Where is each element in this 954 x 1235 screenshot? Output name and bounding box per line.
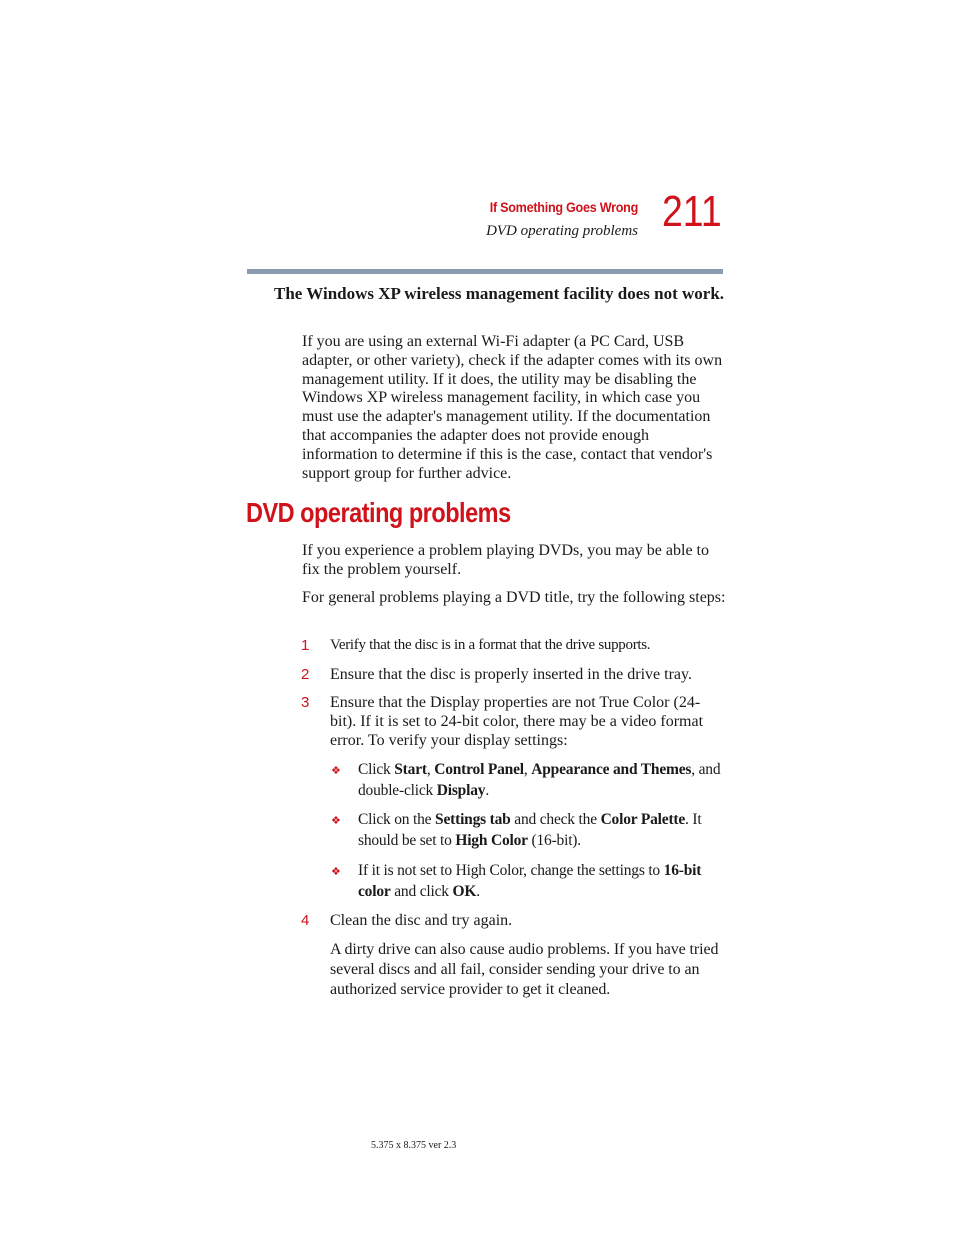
section-heading: DVD operating problems (246, 497, 511, 528)
bullet-diamond-icon: ❖ (331, 815, 341, 827)
print-spec-footer: 5.375 x 8.375 ver 2.3 (371, 1140, 457, 1151)
step-number: 3 (301, 694, 310, 711)
wireless-body: If you are using an external Wi-Fi adapter (a PC Card, USB adapter, or other variety), check if the adapter comes with its own management utility. If it does, the utility may be disabling the Windows XP wireless management facility, in which case you must use the adapter's management utility. If the documentation that accompanies the adapter does not provide enough information to determine if this is the case, contact that vendor's support group for further advice. (302, 333, 723, 482)
step-text: Ensure that the disc is properly inserted in the drive tray. (330, 666, 692, 683)
bullet-diamond-icon: ❖ (331, 866, 341, 878)
step-text: Clean the disc and try again. (330, 912, 513, 929)
running-header-section: If Something Goes Wrong (489, 199, 638, 215)
step-number: 1 (301, 637, 310, 654)
bullet-diamond-icon: ❖ (331, 765, 341, 777)
step-note: A dirty drive can also cause audio problems. If you have tried several discs and all fail, consider sending your drive to an authorized service provider to get it cleaned. (330, 941, 719, 998)
step-number: 4 (301, 912, 310, 929)
bullet-text: Click on the Settings tab and check the Color Palette. It should be set to High Color (16-bit). (358, 811, 702, 849)
dvd-intro: If you experience a problem playing DVDs, you may be able to fix the problem yourself. (302, 542, 709, 578)
step-text: Ensure that the Display properties are not True Color (24-bit). If it is set to 24-bit color, there may be a video format error. To verify your display settings: (330, 694, 704, 749)
header-rule (247, 269, 723, 274)
step-text: Verify that the disc is in a format that the drive supports. (330, 637, 651, 653)
running-header-subsection: DVD operating problems (486, 223, 638, 239)
bullet-text: If it is not set to High Color, change the settings to 16-bit color and click OK. (358, 862, 702, 900)
step-number: 2 (301, 666, 310, 683)
dvd-lead: For general problems playing a DVD title, try the following steps: (302, 589, 726, 606)
page-number: 211 (662, 187, 722, 236)
wireless-subheading: The Windows XP wireless management facility does not work. (274, 284, 725, 303)
bullet-text: Click Start, Control Panel, Appearance and Themes, and double-click Display. (358, 761, 721, 799)
